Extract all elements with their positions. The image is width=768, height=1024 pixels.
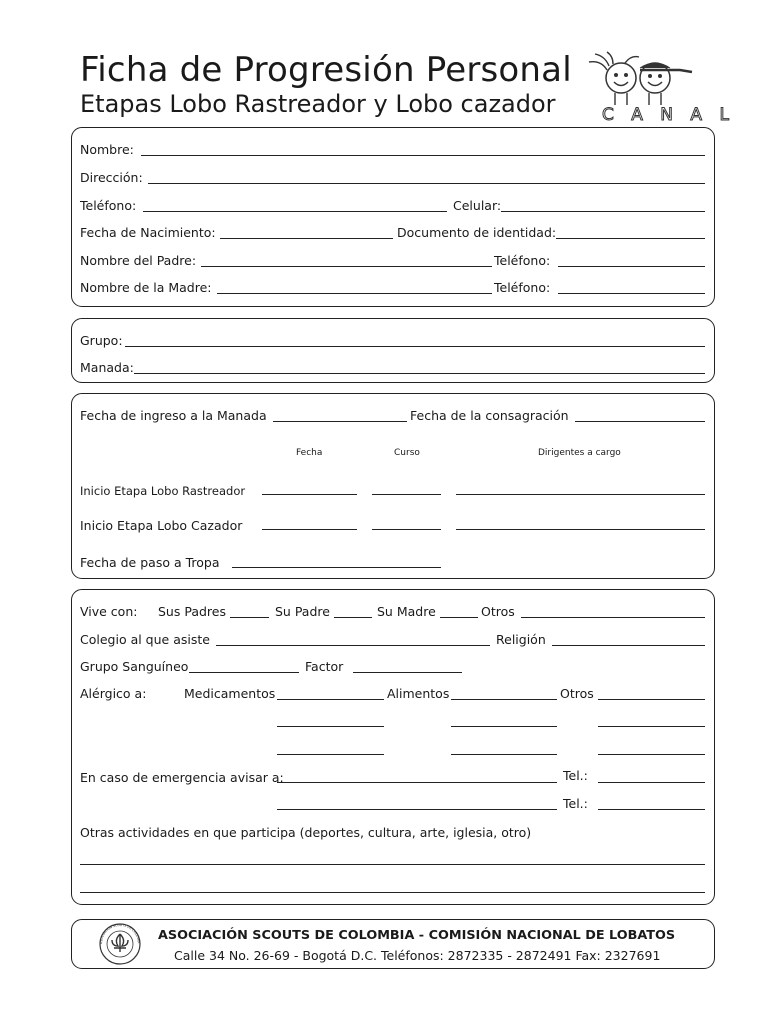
- seal-text: ASOCIACION SCOUTS DE COLOMBI: [98, 922, 141, 945]
- logo-text: C A N A L: [602, 105, 735, 125]
- label-manada: Manada:: [80, 360, 134, 375]
- label-tel-1: Tel.:: [563, 768, 588, 783]
- otros-alergias-field-2[interactable]: [598, 726, 705, 727]
- nombre-madre-field[interactable]: [217, 293, 492, 294]
- label-telefono: Teléfono:: [80, 198, 137, 213]
- label-paso-tropa: Fecha de paso a Tropa: [80, 555, 220, 570]
- label-tel-2: Tel.:: [563, 796, 588, 811]
- label-nombre-padre: Nombre del Padre:: [80, 253, 197, 268]
- column-header-fecha: Fecha: [296, 448, 323, 458]
- label-colegio: Colegio al que asiste: [80, 632, 210, 647]
- scouts-seal-icon: [92, 922, 148, 966]
- otras-actividades-field-1[interactable]: [80, 864, 705, 865]
- grupo-sanguineo-field[interactable]: [189, 672, 299, 673]
- emergencia-tel-field-2[interactable]: [598, 809, 705, 810]
- telefono-field[interactable]: [143, 211, 447, 212]
- label-medicamentos: Medicamentos: [184, 686, 276, 701]
- label-otros: Otros: [481, 604, 515, 619]
- rastreador-dirigentes-field[interactable]: [456, 494, 705, 495]
- label-religion: Religión: [496, 632, 546, 647]
- column-header-dirigentes: Dirigentes a cargo: [538, 448, 621, 458]
- alimentos-field-2[interactable]: [451, 726, 557, 727]
- label-otros-alergias: Otros: [560, 686, 594, 701]
- page-title: Ficha de Progresión Personal: [80, 50, 572, 90]
- documento-field[interactable]: [556, 238, 705, 239]
- otros-alergias-field-1[interactable]: [598, 699, 705, 700]
- paso-tropa-field[interactable]: [232, 567, 441, 568]
- label-alimentos: Alimentos: [387, 686, 450, 701]
- grupo-field[interactable]: [125, 346, 705, 347]
- label-direccion: Dirección:: [80, 170, 143, 185]
- label-otras-actividades: Otras actividades en que participa (deportes, cultura, arte, iglesia, otro): [80, 825, 532, 840]
- label-su-madre: Su Madre: [377, 604, 436, 619]
- direccion-field[interactable]: [148, 183, 705, 184]
- telefono-madre-field[interactable]: [558, 293, 705, 294]
- label-nombre-madre: Nombre de la Madre:: [80, 280, 212, 295]
- fecha-consagracion-field[interactable]: [575, 421, 705, 422]
- cazador-fecha-field[interactable]: [262, 529, 357, 530]
- alimentos-field-1[interactable]: [451, 699, 557, 700]
- medicamentos-field-2[interactable]: [277, 726, 384, 727]
- label-vive-con: Vive con:: [80, 604, 138, 619]
- label-celular: Celular:: [453, 198, 502, 213]
- label-inicio-rastreador: Inicio Etapa Lobo Rastreador: [80, 484, 246, 498]
- fecha-ingreso-field[interactable]: [273, 421, 407, 422]
- telefono-padre-field[interactable]: [558, 266, 705, 267]
- column-header-curso: Curso: [394, 448, 420, 458]
- nombre-padre-field[interactable]: [201, 266, 492, 267]
- medicamentos-field-3[interactable]: [277, 754, 384, 755]
- label-telefono-madre: Teléfono:: [494, 280, 551, 295]
- label-grupo-sanguineo: Grupo Sanguíneo: [80, 659, 189, 674]
- label-factor: Factor: [305, 659, 344, 674]
- footer-organization: ASOCIACIÓN SCOUTS DE COLOMBIA - COMISIÓN NACIONAL DE LOBATOS: [158, 928, 676, 943]
- label-nombre: Nombre:: [80, 142, 134, 157]
- cazador-curso-field[interactable]: [372, 529, 441, 530]
- colegio-field[interactable]: [216, 645, 490, 646]
- label-su-padre: Su Padre: [275, 604, 330, 619]
- otras-actividades-field-2[interactable]: [80, 892, 705, 893]
- canal-logo: [585, 52, 735, 125]
- label-fecha-ingreso: Fecha de ingreso a la Manada: [80, 408, 267, 423]
- factor-field[interactable]: [353, 672, 462, 673]
- emergencia-contacto-field-2[interactable]: [277, 809, 557, 810]
- rastreador-curso-field[interactable]: [372, 494, 441, 495]
- su-madre-field[interactable]: [440, 617, 478, 618]
- sus-padres-field[interactable]: [230, 617, 269, 618]
- label-emergencia: En caso de emergencia avisar a:: [80, 770, 284, 785]
- label-alergico: Alérgico a:: [80, 686, 147, 701]
- label-grupo: Grupo:: [80, 333, 123, 348]
- fecha-nacimiento-field[interactable]: [220, 238, 393, 239]
- celular-field[interactable]: [501, 211, 705, 212]
- label-consagracion: Fecha de la consagración: [410, 408, 569, 423]
- label-fecha-nacimiento: Fecha de Nacimiento:: [80, 225, 216, 240]
- otros-field[interactable]: [521, 617, 705, 618]
- footer-address: Calle 34 No. 26-69 - Bogotá D.C. Teléfonos: 2872335 - 2872491 Fax: 2327691: [174, 948, 661, 963]
- label-inicio-cazador: Inicio Etapa Lobo Cazador: [80, 518, 243, 533]
- su-padre-field[interactable]: [334, 617, 372, 618]
- religion-field[interactable]: [552, 645, 705, 646]
- emergencia-contacto-field-1[interactable]: [277, 782, 557, 783]
- emergencia-tel-field-1[interactable]: [598, 782, 705, 783]
- cazador-dirigentes-field[interactable]: [456, 529, 705, 530]
- otros-alergias-field-3[interactable]: [598, 754, 705, 755]
- page-subtitle: Etapas Lobo Rastreador y Lobo cazador: [80, 90, 556, 118]
- label-documento: Documento de identidad:: [397, 225, 557, 240]
- rastreador-fecha-field[interactable]: [262, 494, 357, 495]
- manada-field[interactable]: [134, 373, 705, 374]
- label-telefono-padre: Teléfono:: [494, 253, 551, 268]
- alimentos-field-3[interactable]: [451, 754, 557, 755]
- nombre-field[interactable]: [141, 155, 705, 156]
- label-sus-padres: Sus Padres: [158, 604, 226, 619]
- medicamentos-field-1[interactable]: [277, 699, 384, 700]
